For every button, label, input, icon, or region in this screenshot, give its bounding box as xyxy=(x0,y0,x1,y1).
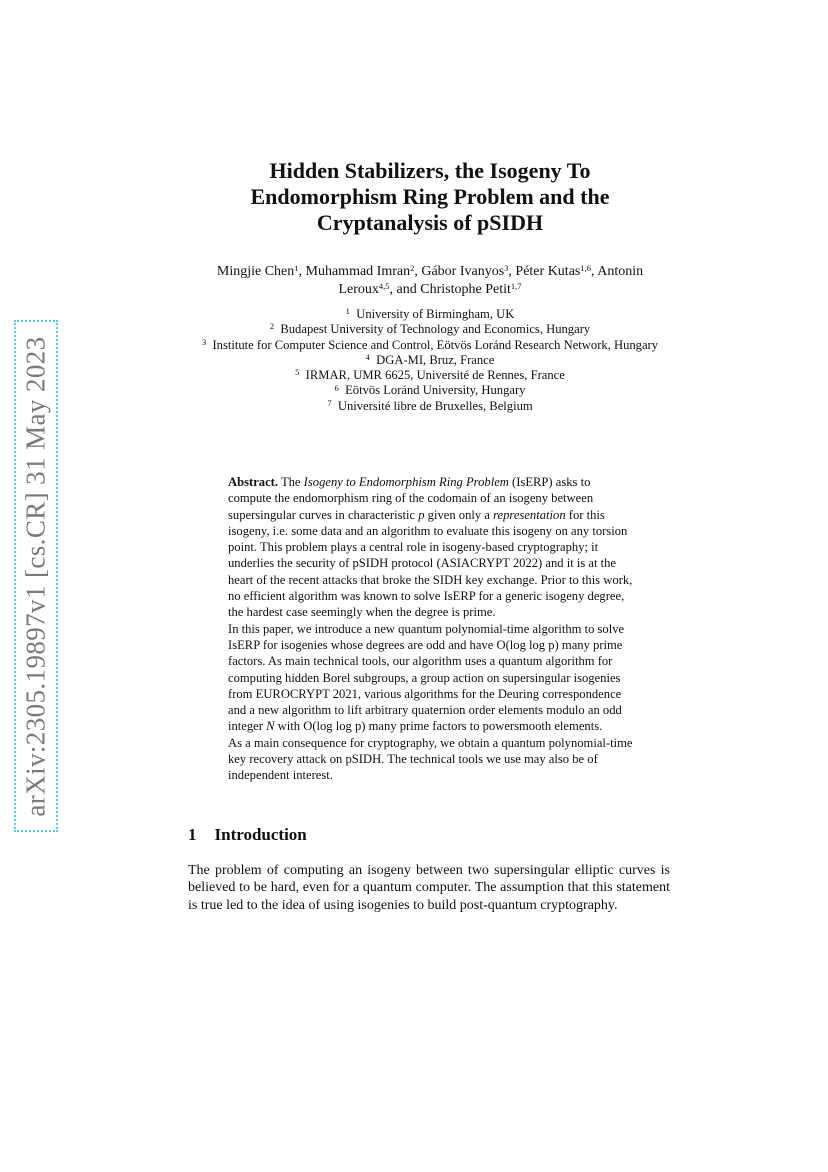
affil-text: Institute for Computer Science and Control, Eötvös Loránd Research Network, Hungary xyxy=(212,337,659,352)
paper-title xyxy=(180,158,680,236)
abstract-text: The xyxy=(280,475,304,489)
arxiv-id: arXiv:2305.19897v1 [cs.CR] 31 May 2023 xyxy=(20,335,51,817)
math-variable: N xyxy=(266,719,275,734)
intro-paragraph: The problem of computing an isogeny between two supersingular elliptic curves is believed to be hard, even for a quantum computer. The assumption that this statement is true led to the idea of using isogenies to build post-quantum cryptography. xyxy=(188,863,670,913)
affiliation xyxy=(180,338,680,353)
abstract-term: representation xyxy=(493,507,566,522)
affiliation xyxy=(180,307,680,322)
arxiv-stamp xyxy=(14,320,58,832)
separator: , xyxy=(508,264,516,279)
math-variable: p xyxy=(418,507,425,522)
affiliation xyxy=(180,368,680,383)
affiliation-list xyxy=(180,307,680,414)
section-number: 1 xyxy=(188,825,197,844)
author-name: Mingjie Chen xyxy=(216,264,295,279)
section-heading xyxy=(188,825,307,845)
affiliation xyxy=(180,353,680,368)
abstract-paragraph: As a main consequence for cryptography, we obtain a quantum polynomial-time key recovery attack on pSIDH. The technical tools we use may also be of independent interest. xyxy=(228,735,633,783)
author-affil-marker: 2 xyxy=(410,263,415,274)
abstract-paragraph xyxy=(228,621,636,735)
author-affil-marker: 3 xyxy=(504,263,509,274)
abstract-text: (IsERP) asks to compute the endomorphism ring of the codomain of an isogeny between supersingular curves in characteristic xyxy=(228,475,594,522)
separator: , and xyxy=(389,282,421,297)
author-affil-marker: 1,6 xyxy=(580,263,591,274)
affil-number: 1 xyxy=(345,306,350,317)
section-title: Introduction xyxy=(214,825,307,844)
title-line: Cryptanalysis of pSIDH xyxy=(316,210,544,235)
author-affil-marker: 4,5 xyxy=(378,281,390,292)
affil-number: 3 xyxy=(201,336,207,347)
separator: , xyxy=(590,264,598,279)
affil-text: Université libre de Bruxelles, Belgium xyxy=(337,398,533,413)
affil-number: 7 xyxy=(327,397,332,408)
affil-text: University of Birmingham, UK xyxy=(356,307,515,321)
affil-text: IRMAR, UMR 6625, Université de Rennes, France xyxy=(305,368,565,383)
affil-number: 4 xyxy=(365,352,370,363)
abstract-paragraph xyxy=(228,474,636,621)
affil-text: Budapest University of Technology and Economics, Hungary xyxy=(280,322,591,337)
affil-number: 5 xyxy=(295,367,300,378)
abstract-label: Abstract. xyxy=(228,475,279,489)
author-affil-marker: 1,7 xyxy=(510,281,522,292)
affil-number: 6 xyxy=(334,382,339,393)
abstract-term: Isogeny to Endomorphism Ring Problem xyxy=(303,475,509,489)
abstract-text: with xyxy=(274,719,304,734)
abstract-text: In this paper, we introduce a new quantum polynomial-time algorithm to solve IsERP for isogenies whose degrees are odd and have xyxy=(228,621,625,652)
abstract-text: many prime factors to powersmooth elements. xyxy=(365,719,603,734)
affil-text: DGA-MI, Bruz, France xyxy=(376,352,495,367)
abstract-text: for this isogeny, i.e. some data and an algorithm to evaluate this isogeny on any torsion point. This problem plays a central role in isogeny-based cryptography; it underlies the security of pSIDH protocol (ASIACRYPT 2022) and it is at the heart of the recent attacks that broke the SIDH key exchange. Prior to this work, no efficient algorithm was known to solve IsERP for a generic isogeny degree, the hardest case seemingly when the degree is prime. xyxy=(228,507,633,620)
author-name: Muhammad Imran xyxy=(305,264,411,279)
abstract xyxy=(228,474,636,784)
title-line: Endomorphism Ring Problem and the xyxy=(250,184,610,209)
math-expression: O(log log p) xyxy=(496,637,559,652)
author-affil-marker: 1 xyxy=(294,263,299,274)
author-name: Christophe Petit xyxy=(420,282,511,297)
affil-number: 2 xyxy=(269,321,275,332)
author-name: Antonin Leroux xyxy=(338,264,644,297)
affiliation xyxy=(180,322,680,337)
affil-text: Eötvös Loránd University, Hungary xyxy=(345,383,526,398)
author-line xyxy=(170,263,690,299)
separator: , xyxy=(298,264,306,279)
author-name: Péter Kutas xyxy=(515,264,581,279)
abstract-text: given only a xyxy=(424,507,494,522)
author-name: Gábor Ivanyos xyxy=(421,264,505,279)
math-expression: O(log log p) xyxy=(303,719,366,734)
author-list xyxy=(170,263,690,299)
abstract-text: many prime factors. As main technical tools, our algorithm uses a quantum algorithm for computing hidden Borel subgroups, a group action on supersingular isogenies from EUROCRYPT 2021, various algorithms for the Deuring correspondence and a new algorithm to lift arbitrary quaternion order elements modulo an odd integer xyxy=(228,637,623,734)
title-line: Hidden Stabilizers, the Isogeny To xyxy=(269,158,591,183)
separator: , xyxy=(414,264,422,279)
affiliation xyxy=(180,383,680,398)
affiliation xyxy=(180,399,680,414)
